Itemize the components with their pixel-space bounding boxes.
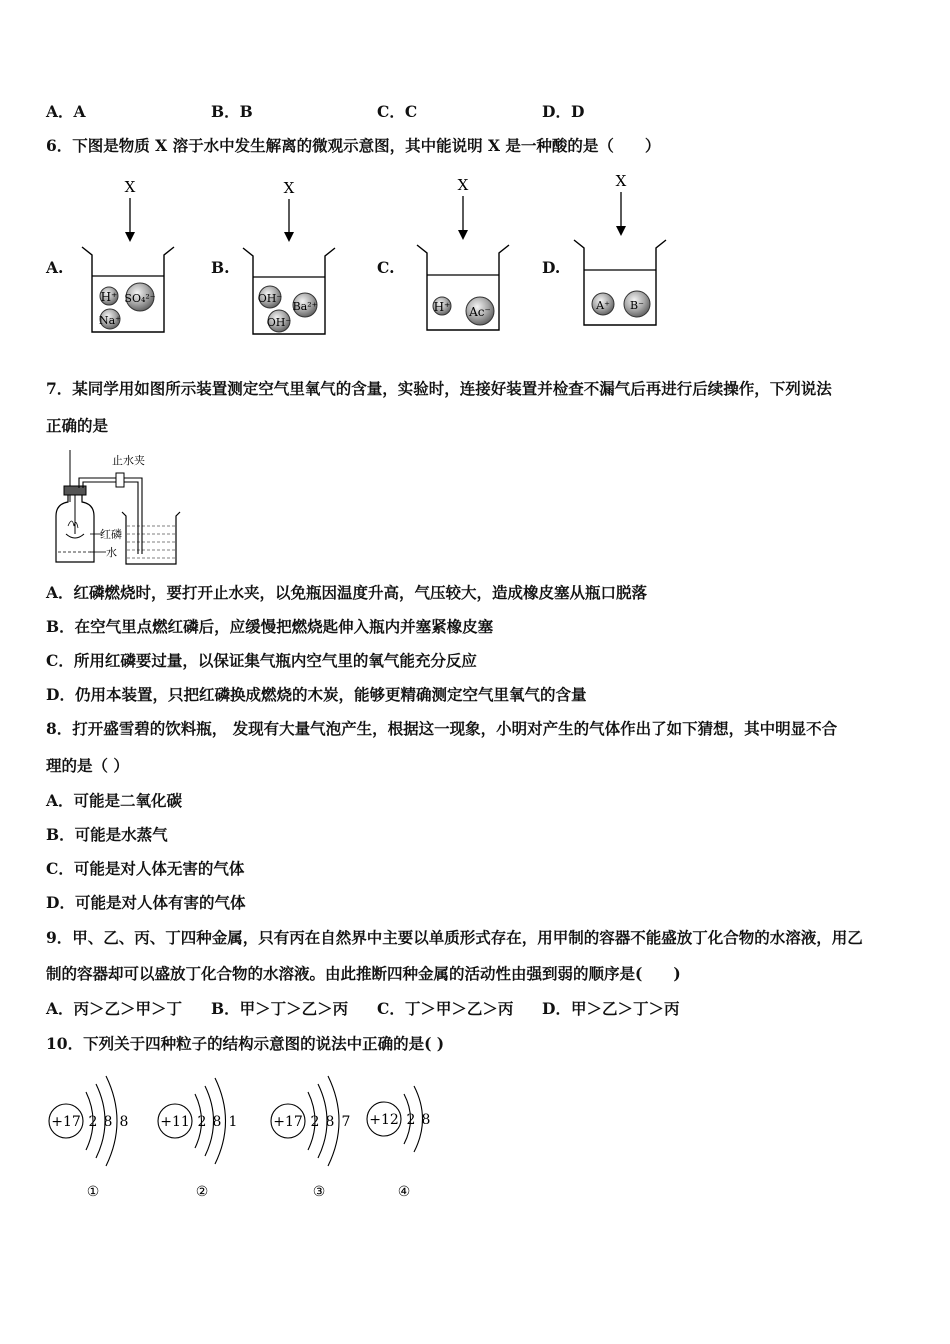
phosphorus-label: 红磷 (100, 528, 122, 541)
q5-option-c: C．C (377, 102, 418, 121)
particle-label: ③ (312, 1184, 326, 1200)
q7-option-a: A．红磷燃烧时，要打开止水夹，以免瓶因温度升高，气压较大，造成橡皮塞从瓶口脱落 (46, 583, 648, 602)
nucleus-label: +17 (51, 1114, 81, 1130)
x-label: X (615, 172, 627, 190)
shell-count: 2 (406, 1112, 416, 1128)
q6-figure (0, 0, 950, 360)
q9-option-a: A．丙＞乙＞甲＞丁 (46, 999, 183, 1018)
ion-label: OH⁻ (266, 316, 292, 329)
ion-label: Ba²⁺ (292, 300, 318, 313)
q8-stem-line1: 8．打开盛雪碧的饮料瓶， 发现有大量气泡产生，根据这一现象，小明对产生的气体作出了如下猜想，其中明显不合 (46, 719, 838, 738)
particle-label: ② (195, 1184, 209, 1200)
q9-option-c: C．丁＞甲＞乙＞丙 (377, 999, 514, 1018)
q9-stem-line2: 制的容器却可以盛放丁化合物的水溶液。由此推断四种金属的活动性由强到弱的顺序是( ) (46, 964, 681, 983)
particle-label: ④ (397, 1184, 411, 1200)
beaker-a (82, 178, 174, 332)
q9-option-b: B．甲＞丁＞乙＞丙 (211, 999, 349, 1018)
ion-label: H⁺ (433, 300, 451, 314)
shell-count: 8 (212, 1114, 222, 1130)
q6-stem: 6．下图是物质 X 溶于水中发生解离的微观示意图，其中能说明 X 是一种酸的是（ ） (46, 136, 661, 155)
q10-stem: 10．下列关于四种粒子的结构示意图的说法中正确的是( ) (46, 1034, 445, 1053)
q6-label-d: D. (542, 258, 561, 277)
ion-label: Na⁺ (99, 314, 121, 327)
q8-option-c: C．可能是对人体无害的气体 (46, 859, 245, 878)
q8-option-b: B．可能是水蒸气 (46, 825, 168, 844)
shell-count: 2 (310, 1114, 320, 1130)
q7-stem-line2: 正确的是 (46, 416, 109, 435)
ion-label: B⁻ (630, 299, 644, 312)
q9-option-d: D．甲＞乙＞丁＞丙 (542, 999, 680, 1018)
beaker-c (417, 176, 509, 330)
q8-option-d: D．可能是对人体有害的气体 (46, 893, 246, 912)
q7-option-d: D．仍用本装置，只把红磷换成燃烧的木炭，能够更精确测定空气里氧气的含量 (46, 685, 587, 704)
q6-label-c: C. (377, 258, 395, 277)
shell-count: 2 (88, 1114, 98, 1130)
shell-count: 8 (119, 1114, 129, 1130)
q10-figure (0, 1060, 950, 1210)
shell-count: 8 (325, 1114, 335, 1130)
q7-stem-line1: 7．某同学用如图所示装置测定空气里氧气的含量，实验时，连接好装置并检查不漏气后再进行后续操作，下列说法 (46, 379, 832, 398)
q6-label-a: A. (46, 258, 64, 277)
ion-label: Ac⁻ (469, 305, 491, 319)
q5-option-d: D．D (542, 102, 585, 121)
q7-apparatus-figure (46, 446, 186, 570)
q5-option-a: A．A (46, 102, 86, 121)
x-label: X (457, 176, 469, 194)
x-label: X (283, 179, 295, 197)
water-label: 水 (106, 546, 117, 559)
q8-option-a: A．可能是二氧化碳 (46, 791, 183, 810)
q8-stem-line2: 理的是（ ） (46, 756, 129, 775)
ion-label: SO₄²⁻ (124, 292, 156, 305)
shell-count: 2 (197, 1114, 207, 1130)
shell-count: 8 (421, 1112, 431, 1128)
beaker-d (574, 172, 666, 325)
q9-stem-line1: 9．甲、乙、丙、丁四种金属，只有丙在自然界中主要以单质形式存在，用甲制的容器不能盛放丁化合物的水溶液，用乙 (46, 928, 863, 947)
q6-label-b: B. (211, 258, 230, 277)
x-label: X (124, 178, 136, 196)
shell-count: 8 (103, 1114, 113, 1130)
ion-label: OH⁻ (257, 292, 283, 305)
q5-option-b: B．B (211, 102, 253, 121)
clip-label: 止水夹 (112, 454, 145, 467)
ion-label: H⁺ (100, 290, 118, 304)
nucleus-label: +11 (160, 1114, 190, 1130)
shell-count: 1 (228, 1114, 238, 1130)
beaker-b (243, 179, 335, 334)
nucleus-label: +12 (369, 1112, 399, 1128)
nucleus-label: +17 (273, 1114, 303, 1130)
q7-option-b: B．在空气里点燃红磷后，应缓慢把燃烧匙伸入瓶内并塞紧橡皮塞 (46, 617, 494, 636)
particle-label: ① (86, 1184, 100, 1200)
q7-option-c: C．所用红磷要过量，以保证集气瓶内空气里的氧气能充分反应 (46, 651, 477, 670)
ion-label: A⁺ (596, 299, 610, 312)
shell-count: 7 (341, 1114, 351, 1130)
